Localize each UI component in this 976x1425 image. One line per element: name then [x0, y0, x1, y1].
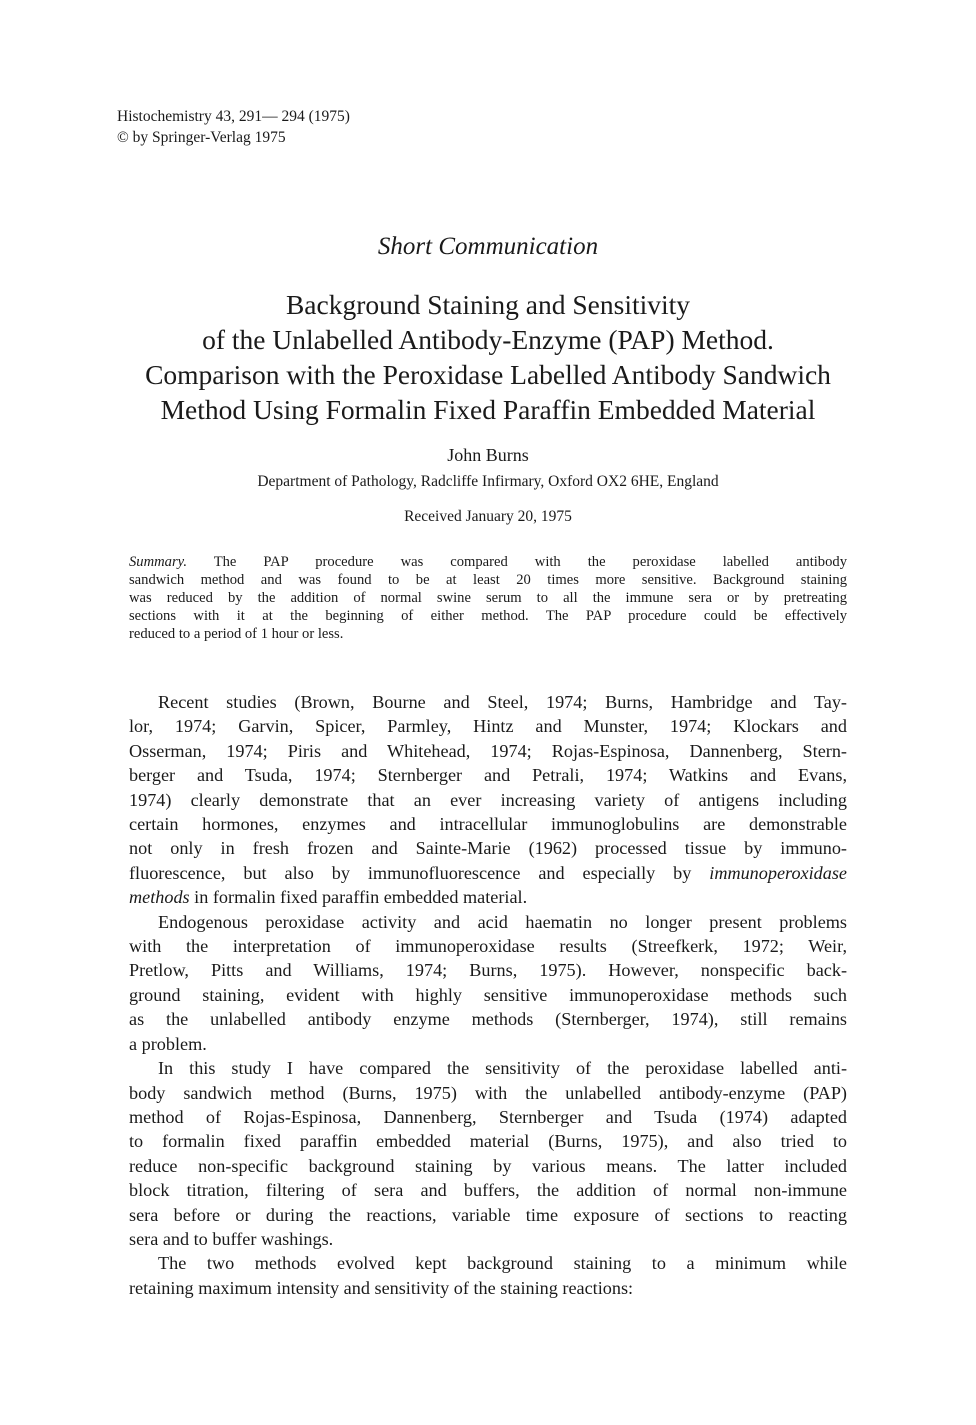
- author-name: John Burns: [447, 445, 529, 465]
- body-line: certain hormones, enzymes and intracellular immunoglobulins are demonstrable: [129, 814, 847, 835]
- body-line: berger and Tsuda, 1974; Sternberger and Petrali, 1974; Watkins and Evans,: [129, 765, 847, 786]
- body-line: reduce non-specific background staining by various means. The latter included: [129, 1155, 847, 1176]
- title-line: of the Unlabelled Antibody-Enzyme (PAP) Method.: [202, 324, 774, 355]
- body-line: The two methods evolved kept background staining to a minimum while: [158, 1253, 847, 1274]
- summary-line: was reduced by the addition of normal swine serum to all the immune sera or by pretreating: [129, 590, 847, 606]
- body-line: with the interpretation of immunoperoxidase results (Streefkerk, 1972; Weir,: [129, 936, 847, 957]
- body-line: block titration, filtering of sera and buffers, the addition of normal non-immune: [129, 1180, 847, 1201]
- italic-term: methods: [129, 887, 190, 908]
- summary-text: The PAP procedure was compared with the peroxidase labelled antibody: [186, 554, 847, 570]
- received-date: Received January 20, 1975: [404, 508, 572, 525]
- body-line: Osserman, 1974; Piris and Whitehead, 1974; Rojas-Espinosa, Dannenberg, Stern-: [129, 740, 847, 761]
- body-line: a problem.: [129, 1033, 207, 1054]
- title-line: Background Staining and Sensitivity: [285, 289, 691, 320]
- author-affiliation: Department of Pathology, Radcliffe Infirmary, Oxford OX2 6HE, England: [257, 473, 719, 490]
- body-text-run: in formalin fixed paraffin embedded material.: [189, 887, 528, 908]
- body-line: body sandwich method (Burns, 1975) with the unlabelled antibody-enzyme (PAP): [129, 1082, 847, 1103]
- body-line: not only in fresh frozen and Sainte-Marie (1962) processed tissue by immuno-: [129, 838, 847, 859]
- journal-header: [117, 106, 350, 148]
- body-line: to formalin fixed paraffin embedded material (Burns, 1975), and also tried to: [129, 1131, 847, 1152]
- body-line: Pretlow, Pitts and Williams, 1974; Burns, 1975). However, nonspecific back-: [129, 960, 847, 981]
- body-line: Endogenous peroxidase activity and acid haematin no longer present problems: [158, 911, 847, 932]
- summary-line: sandwich method and was found to be at least 20 times more sensitive. Background staining: [129, 572, 847, 588]
- section-label: Short Communication: [377, 233, 599, 260]
- summary-line: [129, 553, 847, 571]
- body-line: [129, 885, 847, 909]
- body-line: [129, 861, 847, 885]
- body-line: sera before or during the reactions, variable time exposure of sections to reacting: [129, 1204, 847, 1225]
- body-line: retaining maximum intensity and sensitivity of the staining reactions:: [129, 1277, 634, 1298]
- body-line: lor, 1974; Garvin, Spicer, Parmley, Hintz and Munster, 1974; Klockars and: [129, 716, 847, 737]
- summary-lead: Summary.: [129, 554, 187, 570]
- journal-citation: Histochemistry 43, 291— 294 (1975): [117, 108, 350, 125]
- title-line: Comparison with the Peroxidase Labelled Antibody Sandwich: [145, 359, 831, 390]
- paper-title: [100, 287, 876, 427]
- summary-line: reduced to a period of 1 hour or less.: [129, 626, 344, 642]
- italic-term: immunoperoxidase: [709, 862, 847, 883]
- body-line: 1974) clearly demonstrate that an ever increasing variety of antigens including: [129, 789, 847, 810]
- body-line: as the unlabelled antibody enzyme methods (Sternberger, 1974), still remains: [129, 1009, 847, 1030]
- body-line: Recent studies (Brown, Bourne and Steel, 1974; Burns, Hambridge and Tay-: [158, 692, 847, 712]
- body-line: method of Rojas-Espinosa, Dannenberg, Sternberger and Tsuda (1974) adapted: [129, 1106, 847, 1127]
- body-text: [129, 690, 847, 1300]
- body-line: sera and to buffer washings.: [129, 1228, 334, 1249]
- body-line: ground staining, evident with highly sensitive immunoperoxidase methods such: [129, 984, 847, 1005]
- title-line: Method Using Formalin Fixed Paraffin Embedded Material: [160, 394, 816, 425]
- summary-abstract: [129, 553, 847, 643]
- summary-line: sections with it at the beginning of either method. The PAP procedure could be effectively: [129, 608, 847, 624]
- body-line: In this study I have compared the sensitivity of the peroxidase labelled anti-: [158, 1058, 847, 1079]
- body-text-run: fluorescence, but also by immunofluorescence and especially by: [129, 862, 710, 883]
- copyright-line: © by Springer-Verlag 1975: [117, 129, 286, 146]
